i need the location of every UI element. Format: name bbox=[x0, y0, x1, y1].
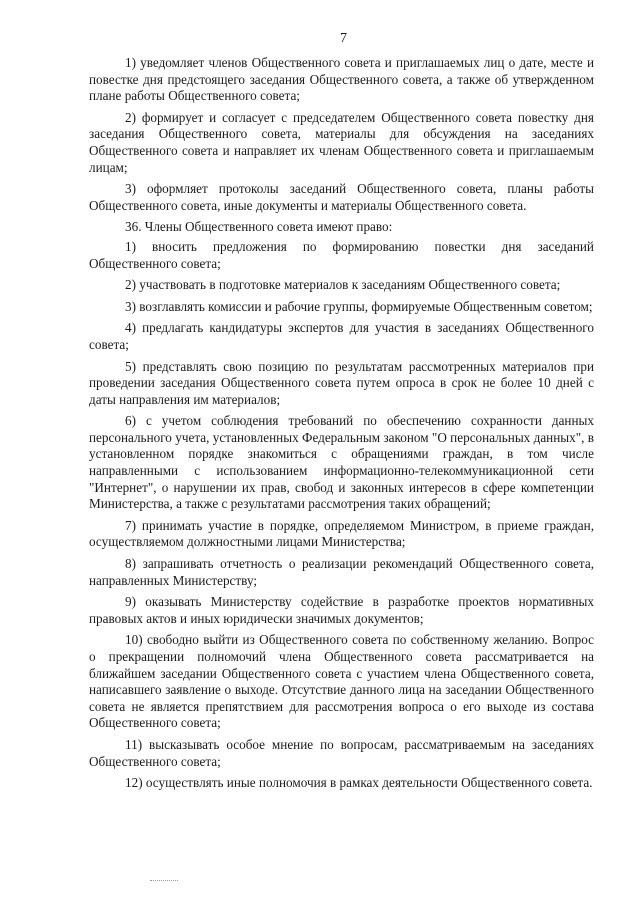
scan-artifact bbox=[150, 880, 178, 883]
paragraph-36-1: 1) вносить предложения по формированию повестки дня заседаний Общественного совета; bbox=[89, 238, 594, 271]
paragraph-36-8: 8) запрашивать отчетность о реализации рекомендаций Общественного совета, направленных Министерству; bbox=[89, 556, 594, 588]
paragraph-36-4: 4) предлагать кандидатуры экспертов для участия в заседаниях Общественного совета; bbox=[89, 320, 594, 352]
paragraph-1: 1) уведомляет членов Общественного совета и приглашаемых лиц о дате, месте и повестке дня предстоящего заседания Общественного совета, а также об утвержденном плане работы Общественного совета; bbox=[89, 55, 594, 104]
paragraph-3: 3) оформляет протоколы заседаний Общественного совета, планы работы Общественного совета, иные документы и материалы Общественного совета. bbox=[89, 181, 594, 213]
paragraph-36-5: 5) представлять свою позицию по результатам рассмотренных материалов при проведении заседания Общественного совета путем опроса в срок не более 10 дней с даты направления им материалов; bbox=[89, 358, 594, 407]
paragraph-36-11: 11) высказывать особое мнение по вопросам, рассматриваемым на заседаниях Общественного совета; bbox=[89, 736, 594, 769]
paragraph-36-10: 10) свободно выйти из Общественного совета по собственному желанию. Вопрос о прекращении полномочий члена Общественного совета рассматривается на ближайшем заседании Общественного совета с участием члена Общественного совета, написавшего заявление о выходе. Отсутствие данного лица на заседании Общественного совета не является препятствием для рассмотрения вопроса о его выходе из состава Общественного совета; bbox=[89, 632, 594, 731]
section-36-heading: 36. Члены Общественного совета имеют право: bbox=[125, 219, 393, 235]
paragraph-36-3: 3) возглавлять комиссии и рабочие группы, формируемые Общественным советом; bbox=[125, 298, 593, 314]
page-number: 7 bbox=[340, 31, 347, 46]
paragraph-36-2: 2) участвовать в подготовке материалов к заседаниям Общественного совета; bbox=[125, 277, 561, 293]
paragraph-36-7: 7) принимать участие в порядке, определяемом Министром, в приеме граждан, осуществляемом должностными лицами Министерства; bbox=[89, 517, 594, 550]
paragraph-36-6: 6) с учетом соблюдения требований по обеспечению сохранности данных персонального учета, установленных Федеральным законом "О персональных данных", в установленном порядке знакомиться с обращениями граждан, в том числе направленными с использованием информационно-телекоммуникационной сети "Интернет", о нарушении их прав, свобод и законных интересов в сфере компетенции Министерства, а также с результатами рассмотрения таких обращений; bbox=[89, 413, 594, 512]
paragraph-36-12: 12) осуществлять иные полномочия в рамках деятельности Общественного совета. bbox=[125, 775, 593, 791]
paragraph-2: 2) формирует и согласует с председателем Общественного совета повестку дня заседания Общественного совета, материалы для обсуждения на заседаниях Общественного совета и направляет их членам Общественного совета и приглашаемым лицам; bbox=[89, 109, 594, 175]
paragraph-36-9: 9) оказывать Министерству содействие в разработке проектов нормативных правовых актов и иных юридически значимых документов; bbox=[89, 594, 594, 626]
